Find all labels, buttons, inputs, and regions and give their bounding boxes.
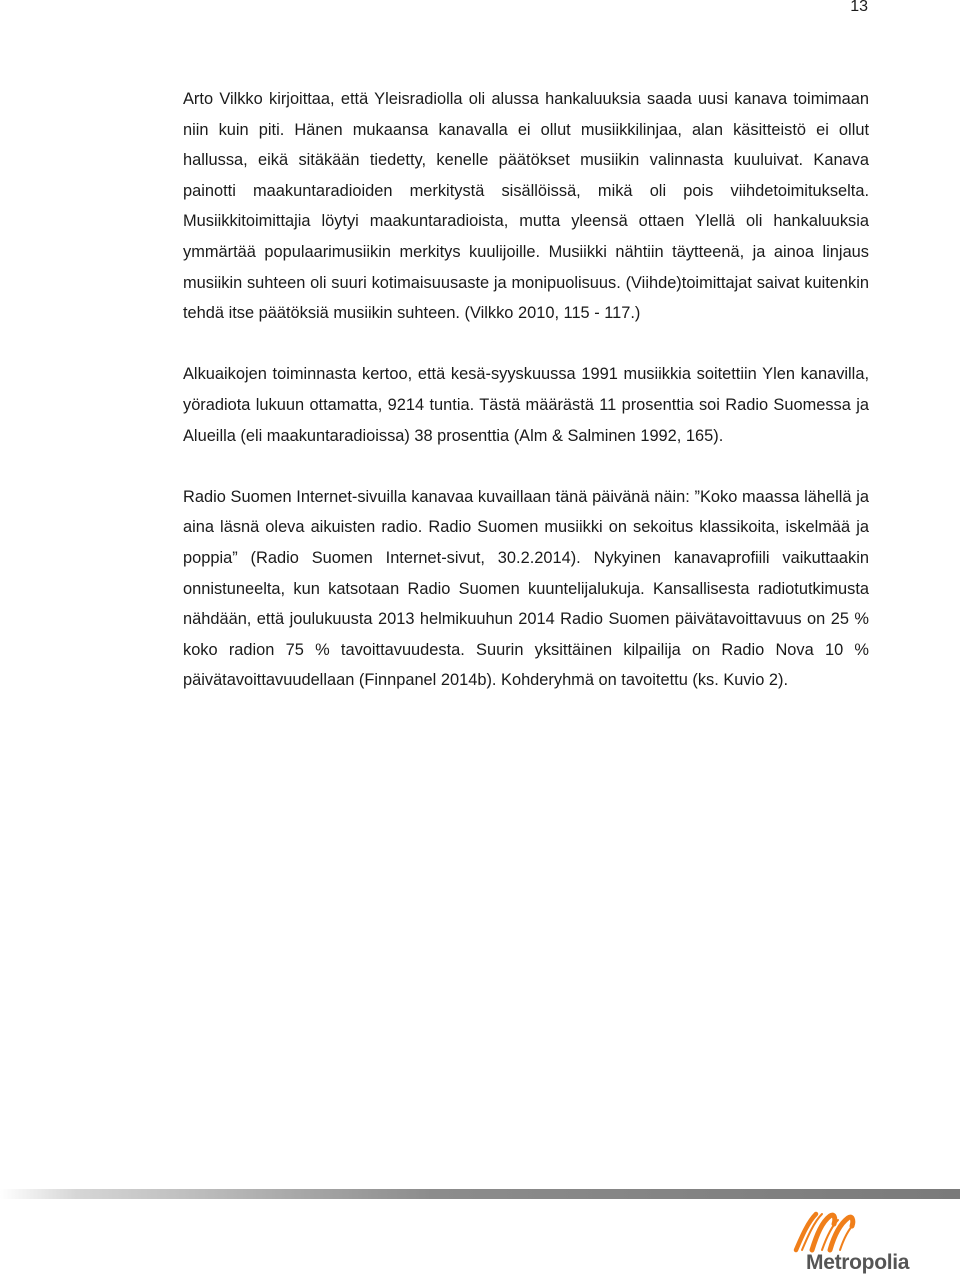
page-number: 13 [850,0,868,15]
body-text [183,84,869,696]
logo-wordmark: Metropolia [806,1251,910,1274]
paragraph-2: Alkuaikojen toiminnasta kertoo, että kesä-syyskuussa 1991 musiikkia soitettiin Ylen kanavilla, yöradiota lukuun ottamatta, 9214 tuntia. Tästä määrästä 11 prosenttia soi Radio Suomessa ja Alueilla (eli maakuntaradioissa) 38 prosenttia (Alm & Salminen 1992, 165). [183,365,869,445]
footer-divider-bar [0,1189,960,1199]
metropolia-logo [792,1206,922,1272]
metropolia-logo-mark-icon [792,1206,862,1256]
paragraph-3: Radio Suomen Internet-sivuilla kanavaa kuvaillaan tänä päivänä näin: ”Koko maassa lähellä ja aina läsnä oleva aikuisten radio. Radio Suomen musiikki on sekoitus klassikoita, iskelmää ja poppia” (Radio Suomen Internet-sivut, 30.2.2014). Nykyinen kanavaprofiili vaikuttaakin onnistuneelta, kun katsotaan Radio Suomen kuuntelijalukuja. Kansallisesta radiotutkimusta nähdään, että joulukuusta 2013 helmikuuhun 2014 Radio Suomen päivätavoittavuus on 25 % koko radion 75 % tavoittavuudesta. Suurin yksittäinen kilpailija on Radio Nova 10 % päivätavoittavuudellaan (Finnpanel 2014b). Kohderyhmä on tavoitettu (ks. Kuvio 2). [183,487,869,690]
paragraph-1: Arto Vilkko kirjoittaa, että Yleisradiolla oli alussa hankaluuksia saada uusi kanava toimimaan niin kuin piti. Hänen mukaansa kanavalla ei ollut musiikkilinjaa, alan käsitteistö ei ollut hallussa, eikä sitäkään tiedetty, kenelle päätökset musiikin valinnasta kuuluivat. Kanava painotti maakuntaradioiden merkitystä sisällöissä, mikä oli pois viihdetoimitukselta. Musiikkitoimittajia löytyi maakuntaradioista, mutta yleensä ottaen Ylellä oli hankaluuksia ymmärtää populaarimusiikin merkitys kuulijoille. Musiikki nähtiin täytteenä, ja ainoa linjaus musiikin suhteen oli suuri kotimaisuusaste ja monipuolisuus. (Viihde)toimittajat saivat kuitenkin tehdä itse päätöksiä musiikin suhteen. (Vilkko 2010, 115 - 117.) [183,90,869,323]
